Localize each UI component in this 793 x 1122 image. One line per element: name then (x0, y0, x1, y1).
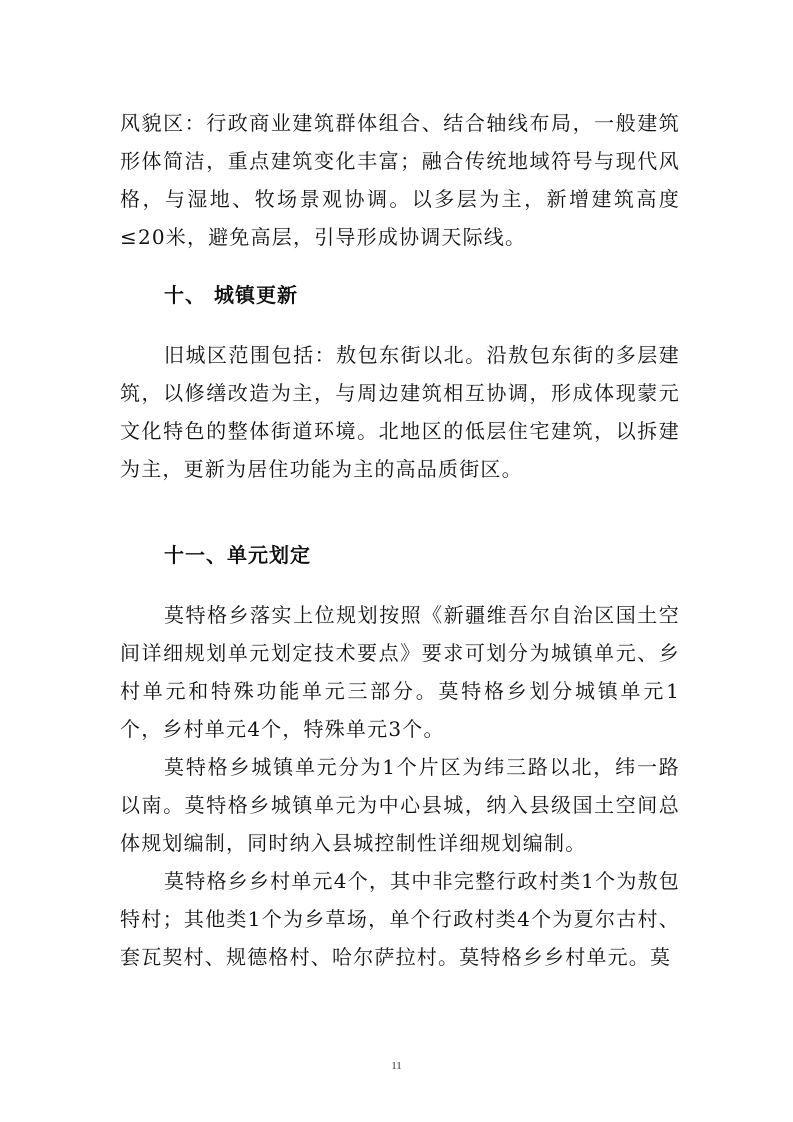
paragraph-old-town-scope: 旧城区范围包括：敖包东街以北。沿敖包东街的多层建筑，以修缮改造为主，与周边建筑相互协调，形成体现蒙元文化特色的整体街道环境。北地区的低层住宅建筑，以拆建为主，更新为居住功能为主的高品质街区。 (120, 343, 680, 481)
spacer (120, 488, 680, 536)
spacer (120, 314, 680, 336)
paragraph-townscape-area: 风貌区：行政商业建筑群体组合、结合轴线布局，一般建筑形体简洁，重点建筑变化丰富；融合传统地域符号与现代风格，与湿地、牧场景观协调。以多层为主，新增建筑高度≤20米，避免高层，引导形成协调天际线。 (120, 111, 680, 249)
paragraph-unit-division: 莫特格乡落实上位规划按照《新疆维吾尔自治区国土空间详细规划单元划定技术要点》要求可划分为城镇单元、乡村单元和特殊功能单元三部分。莫特格乡划分城镇单元1个，乡村单元4个，特殊单元3个。 (120, 603, 680, 741)
spacer (120, 574, 680, 596)
paragraph-town-unit: 莫特格乡城镇单元分为1个片区为纬三路以北，纬一路以南。莫特格乡城镇单元为中心县城，纳入县级国土空间总体规划编制，同时纳入县城控制性详细规划编制。 (120, 755, 680, 855)
paragraph-rural-unit: 莫特格乡乡村单元4个，其中非完整行政村类1个为敖包特村；其他类1个为乡草场，单个行政村类4个为夏尔古村、套瓦契村、规德格村、哈尔萨拉村。莫特格乡乡村单元。莫 (120, 869, 680, 969)
document-body (120, 104, 680, 976)
section-heading-unit-delineation: 十一、单元划定 (164, 543, 311, 567)
spacer (120, 256, 680, 276)
section-heading-town-renewal: 十、 城镇更新 (164, 283, 298, 307)
page-number: 11 (391, 1060, 402, 1072)
